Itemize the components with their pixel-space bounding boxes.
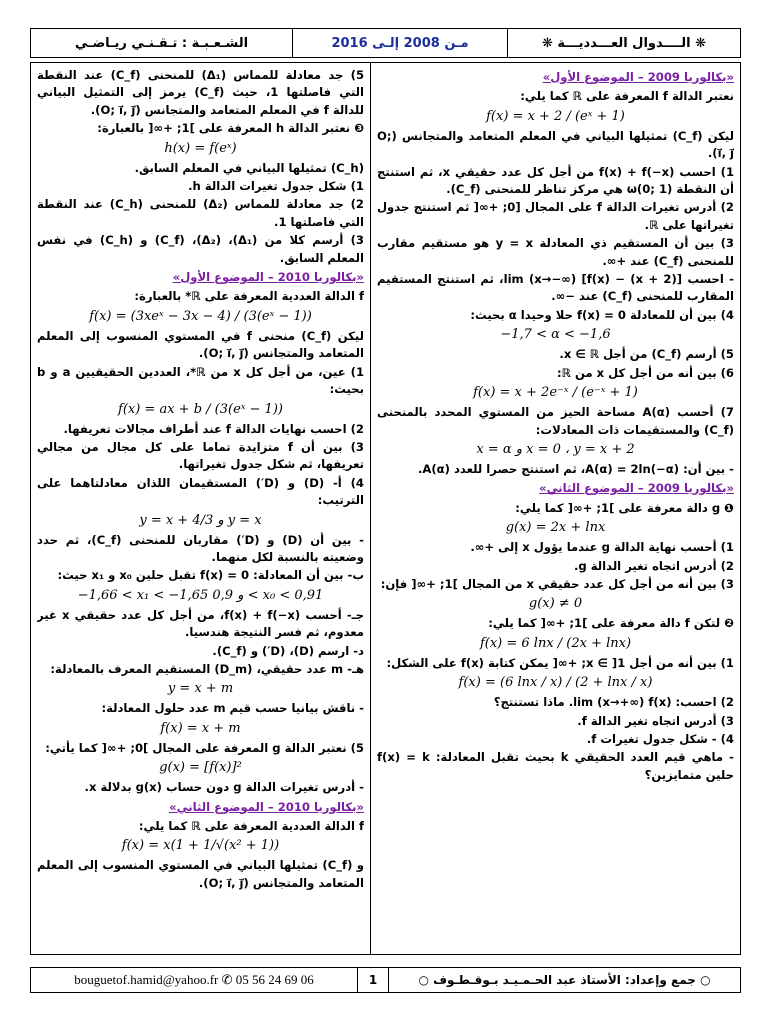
paragraph: 1) بين أنه من أجل x ∈ ]1; +∞[ يمكن كتابة f(x) على الشكل: (386, 655, 734, 670)
paragraph: - بين أن: A(α) = 2ln(−α)، ثم استنتج حصرا للعدد A(α). (417, 461, 734, 476)
paragraph: ❶ g دالة معرفة على ]1; +∞[ كما يلي: (515, 500, 734, 515)
left-column (37, 67, 364, 950)
paragraph: ليكن (C_f) تمثيلها البياني في المعلم المتعامد والمتجانس (O; i⃗, j⃗). (377, 128, 734, 161)
paragraph: 1) شكل جدول تغيرات الدالة h. (188, 179, 364, 194)
period-label: مـن 2008 إلـى 2016 (292, 29, 507, 57)
paragraph: د- ارسم (D)، (D′) و (C_f). (212, 643, 364, 658)
paragraph: هـ- m عدد حقيقي، (D_m) المستقيم المعرف بالمعادلة: (50, 661, 364, 676)
paragraph: ليكن (C_f) منحنى f في المستوي المنسوب إلى المعلم المتعامد والمتجانس (O; i⃗, j⃗). (37, 328, 364, 361)
equation: −1,66 < x₁ < −1,65 و 0,9 < x₀ < 0,91 (77, 587, 324, 603)
paragraph: f الدالة العددية المعرفة على ℝ* بالعبارة: (134, 289, 364, 304)
equation: f(x) = x + 2 / (eˣ + 1) (486, 108, 625, 124)
section-heading-text: «بكالوريا 2010 – الموضوع الثاني» (169, 799, 364, 814)
paragraph: - أدرس تغيرات الدالة g دون حساب g(x) بدلالة x. (84, 780, 364, 795)
header-bar (30, 28, 741, 58)
equation: −1,7 < α < −1,6 (500, 327, 611, 343)
equation: f(x) = 6 lnx / (2x + lnx) (479, 635, 632, 651)
paragraph: - احسب lim (x→−∞) [f(x) − (x + 2)]، ثم استنتج المستقيم المقارب للمنحنى (C_f) عند −∞. (377, 272, 734, 304)
equation: g(x) = [f(x)]² (159, 760, 242, 776)
paragraph: 3) بين أن المستقيم ذي المعادلة y = x هو مستقيم مقارب للمنحنى (C_f) عند +∞. (377, 236, 734, 268)
column-divider (370, 63, 371, 954)
paragraph: 1) أحسب نهاية الدالة g عندما يؤول x إلى +∞. (470, 540, 734, 555)
equation: y = x + m (167, 681, 234, 697)
paragraph: - بين أن (D) و (D′) مقاربان للمنحنى (C_f)، ثم حدد وضعيته بالنسبة لكل منهما. (37, 532, 364, 564)
equation: f(x) = ax + b / (3(eˣ − 1)) (118, 401, 283, 417)
paragraph: (C_h) تمثيلها البياني في المعلم السابق. (134, 160, 364, 175)
page (30, 28, 741, 994)
section-heading-text: «بكالوريا 2009 – الموضوع الأول» (542, 70, 734, 84)
section-heading-text: «بكالوريا 2010 – الموضوع الأول» (172, 270, 364, 285)
paragraph: 5) نعتبر الدالة g المعرفة على المجال ]0; +∞[ كما يأتي: (45, 740, 364, 755)
chapter-title: ❋ الــــدوال العـــدديـــة ❋ (507, 29, 740, 57)
paragraph: f الدالة العددية المعرفة على ℝ كما يلي: (138, 819, 364, 833)
paragraph: 3) أدرس اتجاه تغير الدالة f. (577, 713, 734, 728)
paragraph: ❸ نعتبر الدالة h المعرفة على ]1; +∞[ بالعبارة: (97, 121, 364, 136)
equation: f(x) = (3xeˣ − 3x − 4) / (3(eˣ − 1)) (89, 308, 312, 324)
paragraph: 5) أرسم (C_f) من أجل x ∈ ℝ. (559, 347, 734, 362)
equation: h(x) = f(eˣ) (164, 140, 237, 156)
paragraph: ب- بين أن المعادلة: f(x) = 0 تقبل حلين x₀ و x₁ حيث: (57, 568, 364, 583)
equation: f(x) = x + m (160, 720, 241, 736)
paragraph: 2) احسب نهايات الدالة f عند أطراف مجالات تعريفها. (63, 421, 364, 436)
author-credit: ○ جمع وإعداد: الأستاذ عبد الحـمـيـد بـوقـطـوف ○ (388, 968, 740, 992)
paragraph: نعتبر الدالة f المعرفة على ℝ كما يلي: (520, 89, 734, 104)
section-heading (377, 480, 734, 497)
branch-label: الشـعـبـة : تـقـنـي ريـاضـي (74, 35, 249, 51)
paragraph: - ماهي قيم العدد الحقيقي k بحيث تقبل المعادلة: f(x) = k حلين متمايزين؟ (377, 750, 734, 782)
section-heading (37, 269, 364, 286)
paragraph: 1) عين، من أجل كل x من ℝ*، العددين الحقيقيين a و b بحيث: (37, 364, 364, 397)
paragraph: 2) جد معادلة للمماس (Δ₂) للمنحنى (C_h) عند النقطة التي فاصلتها 1. (37, 197, 364, 229)
equation: g(x) = 2x + lnx (505, 520, 606, 536)
footer-bar (30, 967, 741, 993)
equation: x = α و x = 0 ، y = x + 2 (476, 441, 635, 457)
paragraph: 7) أحسب A(α) مساحة الحيز من المستوي المحدد بالمنحنى (C_f) والمستقيمات ذات المعادلات: (377, 405, 734, 437)
paragraph: ❷ لتكن f دالة معرفة على ]1; +∞[ كما يلي: (488, 616, 734, 631)
content-frame (30, 62, 741, 955)
page-number: 1 (357, 968, 388, 992)
paragraph: 3) أرسم كلا من (Δ₁)، (Δ₂)، (C_f) و (C_h) في نفس المعلم السابق. (37, 233, 364, 265)
paragraph: 1) احسب f(x) + f(−x) من أجل كل عدد حقيقي x، ثم استنتج أن النقطة ω(0; 1) هي مركز تناظر للمنحنى (C_f). (377, 164, 734, 197)
paragraph: 3) بين أنه من أجل كل عدد حقيقي x من المجال ]1; +∞[ فإن: (380, 576, 734, 591)
paragraph: 4) بين أن للمعادلة f(x) = 0 حلا وحيدا α بحيث: (470, 307, 734, 322)
paragraph: 2) أدرس تغيرات الدالة f على المجال [0; +∞[ ثم استنتج جدول تغيراتها على ℝ. (377, 200, 734, 232)
paragraph: 4) أ- (D) و (D′) المستقيمان اللذان معادلتاهما على الترتيب: (37, 475, 364, 508)
equation: f(x) = (6 lnx / x) / (2 + lnx / x) (458, 675, 653, 691)
right-column (377, 67, 734, 950)
equation: f(x) = x(1 + 1/√(x² + 1)) (121, 838, 280, 854)
equation: g(x) ≠ 0 (528, 596, 583, 612)
paragraph: 6) بين أنه من أجل كل x من ℝ: (557, 365, 734, 380)
contact-info: bouguetof.hamid@yahoo.fr ✆ 05 56 24 69 06 (74, 972, 314, 987)
paragraph: و (C_f) تمثيلها البياني في المستوي المنسوب إلى المعلم المتعامد والمتجانس (O; i⃗, j⃗). (37, 858, 364, 890)
equation: f(x) = x + 2e⁻ˣ / (e⁻ˣ + 1) (473, 385, 638, 401)
paragraph: 5) جد معادلة للمماس (Δ₁) للمنحنى (C_f) عند النقطة التي فاصلتها 1، حيث (C_f) يرمز إلى التمثيل البياني للدالة f في المعلم المتعامد والمتجانس (O; i⃗, j⃗). (37, 68, 364, 117)
paragraph: جـ- أحسب f(x) + f(−x)، من أجل كل عدد حقيقي x غير معدوم، ثم فسر النتيجة هندسيا. (37, 607, 364, 640)
section-heading (37, 799, 364, 816)
paragraph: - ناقش بيانيا حسب قيم m عدد حلول المعادلة: (101, 701, 364, 716)
section-heading (377, 69, 734, 86)
paragraph: 4) - شكل جدول تغيرات f. (586, 731, 734, 746)
paragraph: 2) أدرس اتجاه تغير الدالة g. (574, 558, 734, 573)
paragraph: 2) احسب: lim (x→+∞) f(x). ماذا تستنتج؟ (493, 695, 734, 710)
equation: y = x + 4/3 و y = x (139, 512, 262, 528)
paragraph: 3) بين أن f متزايدة تماما على كل مجال من مجالي تعريفها، ثم شكل جدول تغيراتها. (37, 439, 364, 472)
section-heading-text: «بكالوريا 2009 – الموضوع الثاني» (539, 481, 734, 496)
